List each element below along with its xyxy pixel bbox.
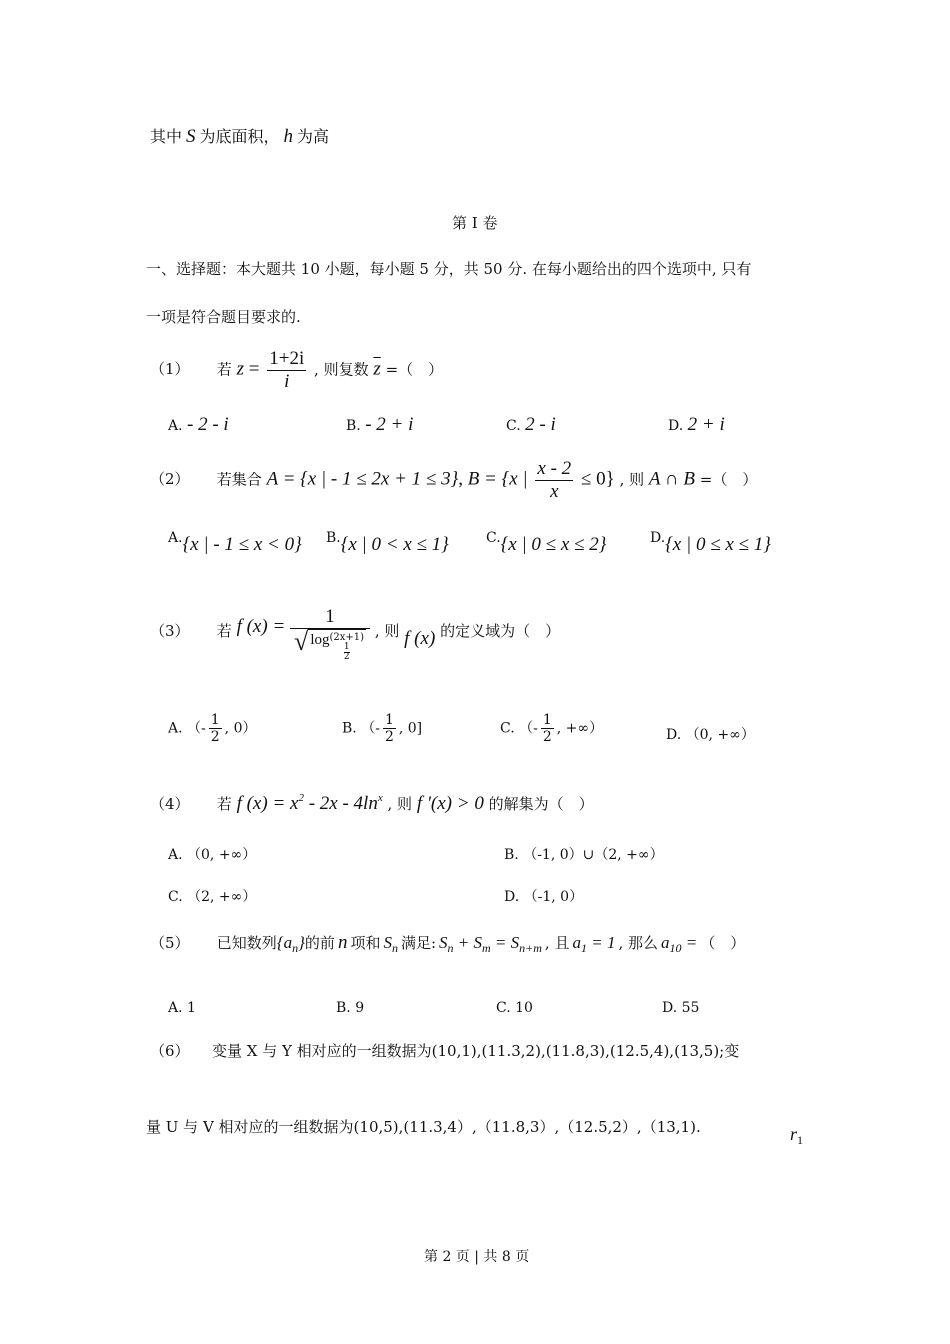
q1-fraction: $\frac{1+2i}{i}$ bbox=[269, 348, 305, 392]
q3-sqrt: √ log (2x+1) 1 2 bbox=[294, 627, 365, 662]
q1-option-d[interactable]: D. 2 + i bbox=[668, 414, 725, 435]
q4-option-b[interactable]: B. （-1, 0）∪（2, +∞） bbox=[504, 847, 664, 863]
instructions-line-2: 一项是符合题目要求的. bbox=[146, 308, 301, 326]
question-6: （6） 变量 X 与 Y 相对应的一组数据为(10,1),(11.3,2),(11.8,3),(12.5,4),(13,5);变 bbox=[150, 1042, 740, 1060]
q6-r1: $r_1$ bbox=[790, 1124, 804, 1147]
q4-option-a[interactable]: A. （0, +∞） bbox=[168, 847, 257, 863]
q3-option-c[interactable]: C. （- $\frac{1}{2}$ , +∞） bbox=[500, 712, 604, 746]
q3-fraction: 1 √ log (2x+1) 1 2 bbox=[290, 606, 370, 662]
q2-option-c[interactable]: C.{x | 0 ≤ x ≤ 2} bbox=[486, 530, 607, 555]
q1-option-b[interactable]: B. - 2 + i bbox=[346, 414, 414, 435]
question-3: （3） 若 f (x) = 1 √ log (2x+1) 1 2 , 则 f (x) 的定义域为（ ） bbox=[150, 606, 561, 662]
q5-option-d[interactable]: D. 55 bbox=[662, 1000, 700, 1016]
q2-option-a[interactable]: A.{x | - 1 ≤ x < 0} bbox=[168, 530, 302, 555]
q3-option-d[interactable]: D. （0, +∞） bbox=[666, 727, 755, 743]
q1-option-a[interactable]: A. - 2 - i bbox=[168, 414, 229, 435]
question-1: （1） 若 z = $\frac{1+2i}{i}$ , 则复数 $\overline{z}$ =（ ） bbox=[150, 348, 444, 392]
q1-option-c[interactable]: C. 2 - i bbox=[506, 414, 556, 435]
question-5: （5） 已知数列$\{a_n\}$的前 n 项和 $S_n$ 满足: $S_n + S_m = S_{n+m}$ , 且 $a_1 = 1$ , 那么 $a_{10}$ = （ ） bbox=[150, 932, 746, 955]
question-6-line-2: 量 U 与 V 相对应的一组数据为(10,5),(11.3,4）,（11.8,3）,（12.5,2）,（13,1). bbox=[146, 1118, 701, 1136]
q5-option-a[interactable]: A. 1 bbox=[168, 1000, 196, 1016]
q2-option-b[interactable]: B.{x | 0 < x ≤ 1} bbox=[326, 530, 449, 555]
q5-option-c[interactable]: C. 10 bbox=[496, 1000, 533, 1016]
question-2: （2） 若集合 A = {x | - 1 ≤ 2x + 1 ≤ 3}, B = {x | $\frac{x - 2}{x}$ ≤ 0} , 则 A ∩ B =（ ） bbox=[150, 458, 758, 502]
section-title: 第 I 卷 bbox=[452, 214, 498, 232]
q3-option-b[interactable]: B. （- $\frac{1}{2}$ , 0] bbox=[342, 712, 423, 746]
page-footer: 第 2 页 | 共 8 页 bbox=[424, 1249, 530, 1265]
sqrt-icon: √ bbox=[294, 627, 309, 656]
q2-fraction: $\frac{x - 2}{x}$ bbox=[537, 458, 572, 502]
q4-option-c[interactable]: C. （2, +∞） bbox=[168, 889, 257, 905]
q3-option-a[interactable]: A. （- $\frac{1}{2}$ , 0） bbox=[168, 712, 257, 746]
q5-option-b[interactable]: B. 9 bbox=[336, 1000, 365, 1016]
intro-note: 其中 S 为底面积， h 为高 bbox=[150, 126, 330, 147]
q2-option-d[interactable]: D.{x | 0 ≤ x ≤ 1} bbox=[650, 530, 771, 555]
question-4: （4） 若 f $(x) = x^2 - 2x - 4\ln^x$ , 则 f '(x) > 0 的解集为（ ） bbox=[150, 792, 594, 814]
q4-option-d[interactable]: D. （-1, 0） bbox=[504, 889, 584, 905]
instructions-line-1: 一、选择题：本大题共 10 小题，每小题 5 分，共 50 分. 在每小题给出的四个选项中, 只有 bbox=[146, 260, 752, 278]
